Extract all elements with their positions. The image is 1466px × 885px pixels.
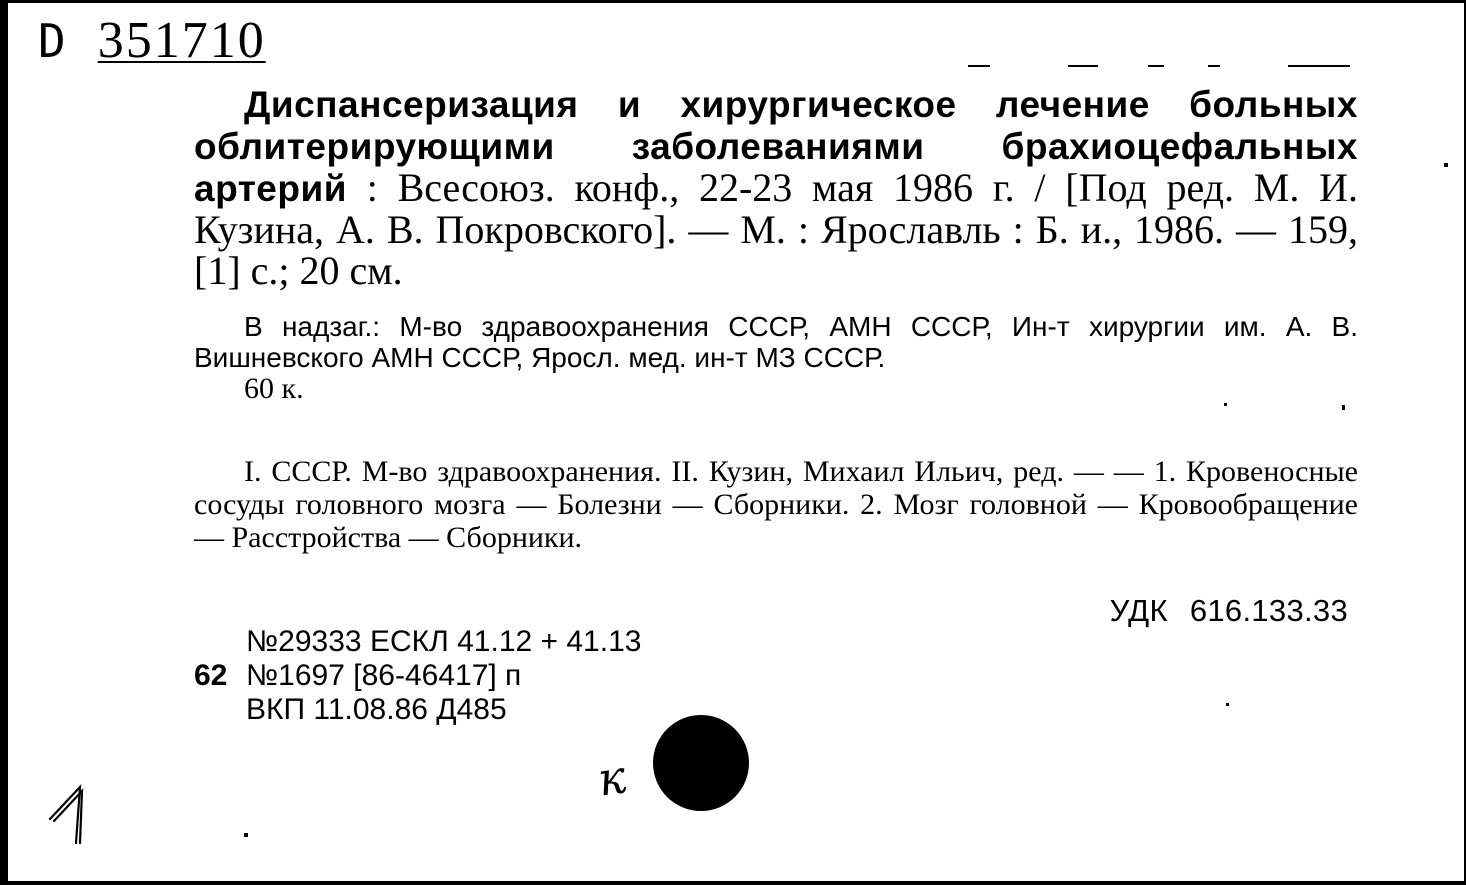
card-title: Диспансеризация и хирургическое лечение больных облитерирующими заболеваниями брахиоцефальных артерий [194,84,1358,209]
scan-artifact [1068,65,1098,67]
card-punch-hole [653,715,749,811]
scan-speck [1444,163,1448,167]
note-text: В надзаг.: М-во здравоохранения СССР, АМН СССР, Ин-т хирургии им. А. В. Вишневского АМН СССР, Яросл. мед. ин-т МЗ СССР. [194,311,1358,373]
scan-speck [1226,703,1229,706]
scan-artifact [1208,65,1220,67]
header-note [194,311,1358,404]
bibliographic-description [194,83,1358,291]
subject-tracings [194,455,1358,554]
udc-value: 616.133.33 [1189,593,1348,628]
handwritten-mark-1 [46,783,94,847]
scan-speck [1342,405,1345,410]
scan-speck [1224,403,1227,406]
scan-speck [244,833,248,837]
publication-details: : Всесоюз. конф., 22-23 мая 1986 г. / [Под ред. М. И. Кузина, А. В. Покровского]. — М. : Ярославль : Б. и., 1986. — 159, [1] с.; 20 см. [194,165,1358,293]
udc-classification [1110,593,1348,629]
call-number-letter: D [38,14,68,68]
udc-label: УДК [1109,593,1168,628]
accession-line-3: ВКП 11.08.86 Д485 [246,693,507,726]
scan-artifact [1148,65,1164,67]
accession-line-1: №29333 ЕСКЛ 41.12 + 41.13 [246,625,642,658]
scan-artifact [968,65,990,67]
handwritten-mark-k: к [594,749,630,807]
tracings-text: I. СССР. М-во здравоохранения. II. Кузин, Михаил Ильич, ред. — — 1. Кровеносные сосуды головного мозга — Болезни — Сборники. 2. Мозг головной — Кровообращение — Расстройства — Сборники. [194,455,1358,554]
call-number [38,12,266,69]
accession-info [194,625,641,727]
price: 60 к. [244,372,304,405]
accession-line-2: 62 №1697 [86-46417] п [194,659,522,692]
call-number-value: 351710 [97,12,266,69]
scan-artifact [1288,65,1350,67]
